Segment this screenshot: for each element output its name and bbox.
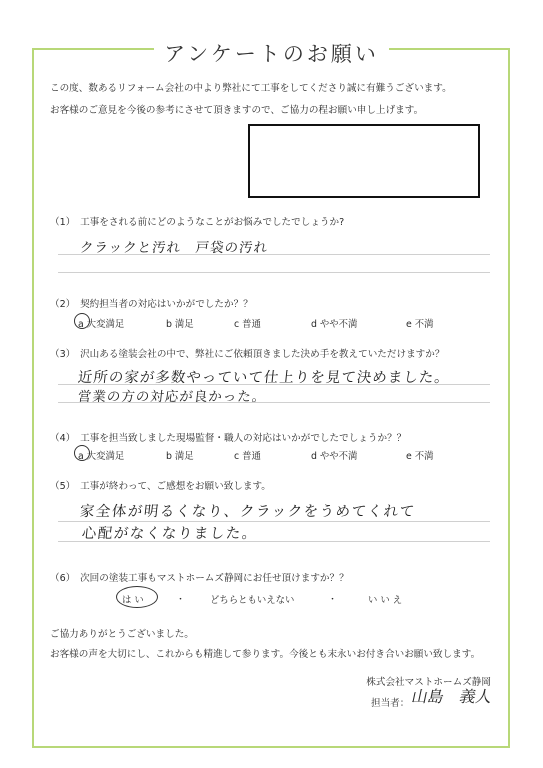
answer-line (58, 521, 490, 522)
question-4: （4） 工事を担当致しました現場監督・職人の対応はいかがでしたでしょうか？？ (50, 433, 407, 444)
answer-3-line-1: 近所の家が多数やっていて仕上りを見て決めました。 (77, 370, 451, 386)
separator-dot: ・ (328, 595, 338, 605)
q2-option-e[interactable]: e 不満 (406, 319, 434, 330)
tanto-label: 担当者： (371, 698, 410, 709)
question-3: （3） 沢山ある塗装会社の中で、弊社にご依頼頂きました決め手を教えていただけますか？ (50, 349, 445, 360)
q4-option-b[interactable]: b 満足 (166, 451, 194, 462)
answer-1: クラックと汚れ 戸袋の汚れ (78, 240, 269, 256)
selected-circle (74, 445, 90, 461)
q4-option-c[interactable]: c 普通 (234, 451, 261, 462)
answer-line (58, 402, 490, 403)
selected-circle (74, 313, 90, 329)
answer-5-line-1: 家全体が明るくなり、クラックをうめてくれて (79, 504, 417, 520)
closing-line-1: ご協力ありがとうございました。 (50, 629, 194, 640)
intro-text (50, 78, 452, 122)
q2-option-d[interactable]: d やや不満 (311, 319, 358, 330)
answer-line (58, 541, 490, 542)
closing-text (50, 625, 480, 665)
q4-option-d[interactable]: d やや不満 (311, 451, 358, 462)
question-1: （1） 工事をされる前にどのようなことがお悩みでしたでしょうか? (50, 217, 345, 228)
signature: 山島 義人 (409, 687, 494, 706)
q6-option-neutral[interactable]: どちらともいえない (210, 595, 295, 606)
selected-circle (116, 586, 158, 608)
title-wrap (0, 38, 543, 68)
answer-line (58, 384, 490, 385)
answer-3-line-2: 営業の方の対応が良かった。 (76, 389, 268, 405)
redaction-box (248, 124, 480, 198)
answer-line (58, 272, 490, 273)
question-5: （5） 工事が終わって、ご感想をお願い致します。 (50, 481, 271, 492)
q6-option-no[interactable]: い い え (368, 595, 403, 606)
q2-option-b[interactable]: b 満足 (166, 319, 194, 330)
q4-option-a[interactable]: a 大変満足 (78, 451, 125, 462)
question-6: （6） 次回の塗装工事もマストホームズ静岡にお任せ頂けますか？？ (50, 573, 349, 584)
question-2: （2） 契約担当者の対応はいかがでしたか？？ (50, 299, 253, 310)
company-name: 株式会社マストホームズ静岡 (366, 677, 491, 688)
q6-option-yes[interactable]: は い (122, 595, 144, 606)
q4-option-e[interactable]: e 不満 (406, 451, 434, 462)
closing-line-2: お客様の声を大切にし、これからも精進して参ります。今後とも末永いお付き合いお願い致します。 (50, 649, 481, 660)
page-title: アンケートのお願い (154, 38, 389, 68)
answer-line (58, 254, 490, 255)
q2-option-c[interactable]: c 普通 (234, 319, 261, 330)
answer-5-line-2: 心配がなくなりました。 (81, 526, 259, 542)
intro-line-1: この度、数あるリフォーム会社の中より弊社にて工事をしてくださり誠に有難うございます。 (50, 83, 452, 94)
intro-line-2: お客様のご意見を今後の参考にさせて頂きますので、ご協力の程お願い申し上げます。 (50, 105, 424, 116)
separator-dot: ・ (176, 595, 186, 605)
q2-option-a[interactable]: a 大変満足 (78, 319, 125, 330)
